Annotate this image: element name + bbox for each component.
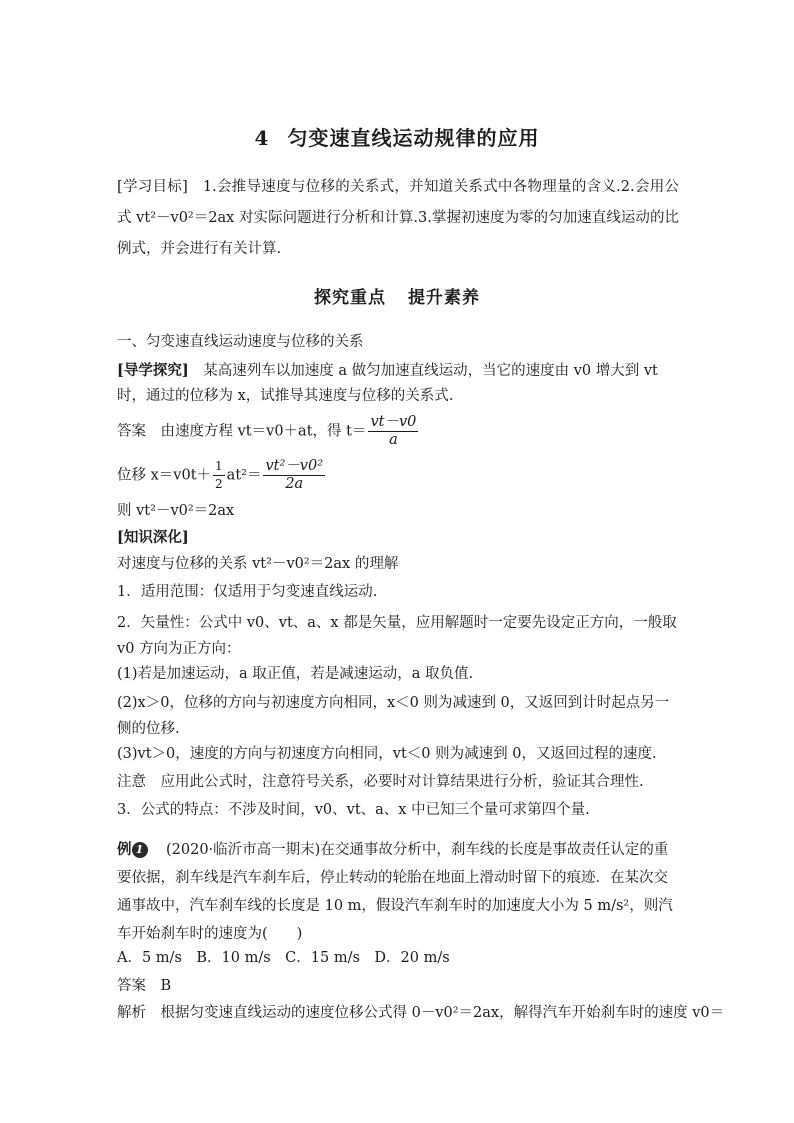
example-number: 1 <box>132 842 148 858</box>
example-badge-text: 例 <box>117 841 132 858</box>
displacement-fraction <box>263 458 325 493</box>
knowledge-item-1: 1．适用范围：仅适用于匀变速直线运动. <box>117 584 378 600</box>
example-answer: 答案 B <box>117 978 172 994</box>
subheading-1: 一、匀变速直线运动速度与位移的关系 <box>117 334 364 350</box>
answer-fraction-denominator: a <box>389 432 398 448</box>
knowledge-intro: 对速度与位移的关系 vt²－v0²＝2ax 的理解 <box>117 556 399 572</box>
knowledge-note: 注意 应用此公式时，注意符号关系，必要时对计算结果进行分析，验证其合理性. <box>117 774 644 790</box>
lesson-title <box>0 122 794 151</box>
lesson-number: 4 <box>254 126 270 150</box>
guide-text: 某高速列车以加速度 a 做匀加速直线运动，当它的速度由 v0 增大到 vt 时，通过的位移为 x，试推导其速度与位移的关系式. <box>117 363 658 404</box>
section-heading <box>0 283 794 308</box>
knowledge-item-2: 2．矢量性：公式中 v0、vt、a、x 都是矢量，应用解题时一定要先设定正方向，一般取 v0 方向为正方向： <box>117 615 677 657</box>
result-formula: 则 vt²－v0²＝2ax <box>117 503 235 519</box>
knowledge-sub-2: (2)x＞0，位移的方向与初速度方向相同，x＜0 则为减速到 0，又返回到计时起点另一侧的位移. <box>117 695 670 737</box>
section-part1: 探究重点 <box>314 288 386 308</box>
knowledge-label: [知识深化] <box>117 529 189 546</box>
knowledge-item-3: 3．公式的特点：不涉及时间，v0、vt、a、x 中已知三个量可求第四个量. <box>117 802 590 818</box>
answer-label: 答案 <box>117 423 146 440</box>
half-fraction <box>213 458 225 493</box>
example-text: (2020·临沂市高一期末)在交通事故分析中，刹车线的长度是事故责任认定的重要依据，刹车线是汽车刹车后，停止转动的轮胎在地面上滑动时留下的痕迹．在某次交通事故中，汽车刹车线的长度是 10 m，假设汽车刹车时的加速度大小为 5 m/s²，则汽车开始刹车时的速度为( ) <box>117 842 673 942</box>
half-denominator: 2 <box>215 477 223 491</box>
example-options: A．5 m/s B．10 m/s C．15 m/s D．20 m/s <box>117 950 450 966</box>
answer-text: 由速度方程 vt＝v0＋at，得 t＝ <box>160 423 367 440</box>
half-numerator: 1 <box>213 458 225 476</box>
displacement-formula <box>117 458 327 493</box>
lesson-title-text: 匀变速直线运动规律的应用 <box>287 126 540 150</box>
guide-paragraph <box>117 358 679 409</box>
answer-fraction <box>368 414 418 449</box>
guide-label: [导学探究] <box>117 362 189 379</box>
learning-objectives <box>117 172 679 265</box>
objectives-label: [学习目标] <box>117 179 188 195</box>
example-analysis: 解析 根据匀变速直线运动的速度位移公式得 0－v0²＝2ax，解得汽车开始刹车时的速度 v0＝ <box>117 1005 725 1021</box>
displacement-denominator: 2a <box>285 476 304 492</box>
objectives-text: 1.会推导速度与位移的关系式，并知道关系式中各物理量的含义.2.会用公式 vt²－v0²＝2ax 对实际问题进行分析和计算.3.掌握初速度为零的匀加速直线运动的比例式，并会进行有关计算. <box>117 179 679 257</box>
example-1 <box>117 836 679 948</box>
displacement-numerator: vt²－v0² <box>265 458 324 474</box>
answer-fraction-numerator: vt－v0 <box>370 414 417 430</box>
knowledge-sub-1: (1)若是加速运动，a 取正值，若是减速运动，a 取负值. <box>117 666 474 682</box>
section-part2: 提升素养 <box>408 288 480 308</box>
knowledge-sub-3: (3)vt＞0，速度的方向与初速度方向相同，vt＜0 则为减速到 0，又返回过程的速度. <box>117 746 657 762</box>
displacement-mid: at²＝ <box>226 467 262 484</box>
example-badge <box>117 836 148 864</box>
displacement-prefix: 位移 x＝v0t＋ <box>117 467 212 484</box>
answer-1 <box>117 414 420 449</box>
